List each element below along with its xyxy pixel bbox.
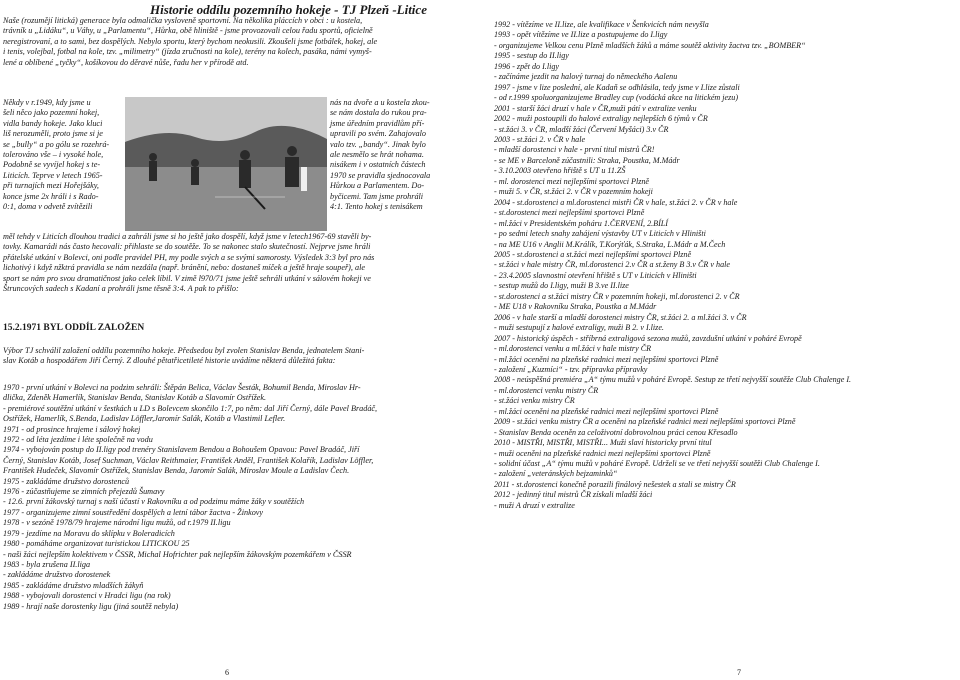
text-line: upravili po svém. Zahajovalo [330,129,426,139]
text-line: byčicemi. Tam jsme prohráli [330,191,424,201]
section-heading: 15.2.1971 BYL ODDÍL ZALOŽEN [3,323,145,333]
text-line: Výbor TJ schválil založení oddílu pozemního hokeje. Předsedou byl zvolen Stanislav Benda, jednatelem Stani- [3,346,365,355]
text-line: ale nesmělo se hrát nohama. [330,150,424,160]
timeline-item: 2010 - MISTŘI, MISTŘI, MISTŘI... Muži slaví historicky první titul [494,438,712,448]
timeline-item: 1993 - opět vítězíme ve II.lize a postupujeme do I.ligy [494,30,668,40]
text-line: jsme úředním pravidlům pří- [330,118,425,128]
text-line: Někdy v r.1949, kdy jsme u [3,98,91,107]
text-line: 1970 se pravidla sjednocovala [330,170,431,180]
timeline-item: - na ME U16 v Anglii M.Králík, T.Korýťák, S.Straka, L.Mádr a M.Čech [494,239,726,249]
timeline-item: 1997 - jsme v lize poslední, ale Kadaň se odhlásila, tedy jsme v I.lize zůstali [494,82,740,92]
page-number-right: 7 [737,668,741,677]
timeline-item: - 23.4.2005 slavnostní otevření hřiště s UT v Liticích v Hliništi [494,270,697,280]
text-line: 4:1. Tento hokej s tenisákem [330,202,423,212]
text-line: trávník u „Lidáku“, u Váhy, u „Parlamentu“, Hůrka, obě hliniště - jsme provozovali celou řadu sportů, oficielně [3,26,373,36]
timeline-item: František Hudeček, Slavomír Ostřížek, Stanislav Benda, Jaromír Salák, Miroslav Moule a Ladislav Čech. [3,466,350,476]
text-line: i tenis, volejbal, fotbal na kole, tzv. „milimetry“ (jízda zručnosti na kole), terény na kolech, pasáka, námi vymyš- [3,47,372,57]
text-line: lené a oblíbené „tyčky“, košíkovou do děravé nůše, řadu her v přírodě atd. [3,57,249,67]
timeline-item: - ml. dorostenci mezi nejlepšími sportovci Plzně [494,176,650,186]
text-line: nás na dvoře a u kostela zkou- [330,98,430,107]
page-number-left: 6 [225,668,229,677]
timeline-item: 2004 - st.dorostenci a ml.dorostenci mistři ČR v hale, st.žáci 2. v ČR v hale [494,197,738,207]
founding-paragraph [3,346,475,367]
timeline-list [3,383,475,612]
intro-paragraph [3,16,475,68]
timeline-item: 1995 - sestup do II.ligy [494,51,569,61]
timeline-item: - začínáme jezdit na halový turnaj do německého Aalenu [494,72,678,82]
timeline-item: 1975 - zakládáme družstvo dorostenců [3,476,130,486]
text-line: se nám dostala do rukou pra- [330,108,427,118]
hockey-photo [125,97,327,231]
text-line: valo tzv. „bandy“. Jinak bylo [330,139,426,149]
timeline-item: - muži 5. v ČR, st.žáci 2. v ČR v pozemním hokeji [494,187,653,197]
timeline-item: - organizujeme Velkou cenu Plzně mladších žáků a máme soutěž aktivity žactva tzv. „BOMBER“ [494,40,806,50]
timeline-item: 1978 - v sezóně 1978/79 hrajeme národní ligu mužů, od r.1979 II.ligu [3,518,231,528]
timeline-item: 2003 - st.žáci 2. v ČR v hale [494,134,586,144]
timeline-item: 1988 - vybojovali dorostenci v Hradci ligu (na rok) [3,591,171,601]
timeline-item: - st.dorostenci a st.žáci mistry ČR v pozemním hokeji, ml.dorostenci 2. v ČR [494,291,740,301]
timeline-item: 2011 - st.dorostenci konečně porazili finálový nešestek a stali se mistry ČR [494,479,736,489]
timeline-item: 2001 - starší žáci druzí v hale v ČR,muži pátí v extralize venku [494,103,697,113]
timeline-item: - ml.žáci oceněni na plzeňské radnici mezi nejlepšími sportovci Plzně [494,406,719,416]
wrap-text-left [3,98,123,212]
timeline-item: - ME U18 v Rakovníku Straka, Poustka a M.Mádr [494,302,657,312]
story-paragraph [3,232,475,294]
timeline-item: - založení „Kuzmíci“ - tzv. přípravka přípravky [494,364,648,374]
text-line: slav Kotáb a hospodářem Jiří Černý. Z dlouhé pětatřicetileté historie uvádíme některá důležitá fakta: [3,356,336,366]
timeline-item: 1972 - od léta jezdíme i léte společně na vodu [3,435,153,445]
timeline-item: 1980 - pomáháme organizovat turistickou LITICKOU 25 [3,539,190,549]
timeline-item: - st.žáci venku mistry ČR [494,396,575,406]
timeline-item: - ml.žáci v Presidentském poháru 1.ČERVENÍ, 2.BÍLÍ [494,218,668,228]
text-line: Naše (rozumějí litická) generace byla odmalička vysloveně sportovní. Na několika pláccích v obci : u kostela, [3,16,363,25]
timeline-item: - od r.1999 spoluorganizujeme Bradley cup (vodácká akce na litickém jezu) [494,93,739,103]
text-line: Podobně se vyvíjel hokej s te- [3,160,101,170]
timeline-item: - Stanislav Benda oceněn za celoživotní dobrovolnou práci cenou Křesadlo [494,427,738,437]
text-line: liš nerozuměli, proto jsme si je [3,129,103,139]
timeline-item: - premiérové soutěžní utkání v šestkách u LD s Bolevcem skončilo 1:7, po něm: dal Jiří Černý, dále Pavel Bradáč, [3,403,378,413]
timeline-item: 1985 - zakládáme družstvo mladších žákyň [3,580,144,590]
timeline-item: - st.dorostenci mezi nejlepšími sportovci Plzně [494,208,645,218]
timeline-item: - 3.10.2003 otevřeno hřiště s UT u 11.ZŠ [494,166,626,176]
text-line: přátelské utkání v Bolevci, oni podle pravidel PH, my podle svých a se svými samorosty. Výsledek 3:3 byl pro nás [3,252,375,262]
text-line: sport se nám pro svou dramatičnost jako celek líbil. V zimě l970/71 jsme ještě sehráli utkání v sálovém hokeji ve [3,273,371,283]
timeline-item: - založení „veteránských bejzaminků“ [494,469,618,479]
timeline-item: 2009 - st.žáci venku mistry ČR a oceněni na plzeňské radnici mezi nejlepšími sportovci Plzně [494,417,796,427]
timeline-item: - ml.dorostenci venku mistry ČR [494,385,599,395]
text-line: šeli něco jako pozemní hokej, [3,108,100,118]
timeline-item: - zakládáme družstvo dorostenek [3,570,111,580]
timeline-item: 2002 - muži postoupili do halové extraligy nejlepších 6 týmů v ČR [494,114,708,124]
timeline-item: - naši žáci nejlepším kolektivem v ČSSR, Michal Hofrichter pak nejlepším žákovským pozemkářem v ČSSR [3,549,352,559]
timeline-item: 1976 - zúčastňujeme se zimních přejezdů Šumavy [3,487,165,497]
timeline-item: - se ME v Barceloně zúčastnili: Straka, Poustka, M.Mádr [494,155,680,165]
timeline-item: 1983 - byla zrušena II.liga [3,559,91,569]
timeline-item: 1989 - hrají naše dorostenky ligu (jiná soutěž nebyla) [3,601,179,611]
timeline-item: 1979 - jezdíme na Moravu do sklípku v Boleradicích [3,528,175,538]
text-line: Liticích. Teprve v letech 1965- [3,170,103,180]
text-line: konce jsme 2x hráli i s Rado- [3,191,99,201]
timeline-item: - po sedmi letech snahy zahájení výstavby UT v Liticích v Hliništi [494,229,706,239]
timeline-item: 2006 - v hale starší a mladší dorostenci mistry ČR, st.žáci 2. a ml.žáci 3. v ČR [494,312,747,322]
timeline-item: 1996 - zpět do I.ligy [494,61,559,71]
timeline-item: 2007 - historický úspěch - stříbrná extraligová sezona mužů, zavzdušní utkání v poháré Evropě [494,333,802,343]
timeline-item: - muži oceněni na plzeňské radnici mezi nejlepšími sportovci Plzně [494,448,711,458]
wrap-text-right [330,98,476,212]
timeline-item: - muži sestupují z halové extraligy, muži B 2. v I.lize. [494,323,664,333]
timeline-item: 2008 - neúspěšná premiéra „A“ týmu mužů v poháré Evropě. Sestup ze třetí nejvyšší soutěže Club Chalenge I. [494,375,852,385]
timeline-item: - muži A druzí v extralize [494,500,575,510]
timeline-item: dlička, Zdeněk Hamerlík, Stanislav Benda, Stanislav Kotáb a Slavomír Ostřížek. [3,393,267,403]
timeline-item: - solidní účast „A“ týmu mužů v poháré Evropě. Udrželi se ve třetí nejvyšší soutěži Club Chalenge I. [494,459,820,469]
page-title: Historie oddílu pozemního hokeje - TJ Plzeň -Litice [150,2,427,17]
timeline-item: - st.žáci v hale mistry ČR, ml.dorostenci 2.v ČR a st.ženy B 3.v ČR v hale [494,260,730,270]
text-line: neregistrovaní, a to sami, bez dospělých. Nebylo sportu, který bychom neokusili. Zkoušeli jsme fotbálek, hokej, ale [3,36,378,46]
text-line: Štruncových sadech s Kadaní a prohráli jsme těsně 3:4. A pak to přišlo: [3,284,239,294]
timeline-item: 1971 - od prosince hrajeme i sálový hokej [3,424,141,434]
text-line: se „bully“ a po gólu se rozehrá- [3,139,110,149]
timeline-item: 2012 - jedinný titul mistrů ČR získali mladší žáci [494,490,653,500]
text-line: Hůrkou a Parlamentem. Do- [330,181,425,191]
text-line: lichotivý i když nžktrá pravidla se nám nezdála (např. bránění, nebo: dostaneš míček a ještě hraje soupeř), ale [3,263,366,273]
text-line: tovky. Kamarádi nás často hecovali: přihlaste se do soutěže. To se nakonec stalo skutečností. Nejprve jsme hráli [3,242,371,252]
timeline-item: Ostřížek, Hamerlík, S.Benda, Ladislav Löffler,Jaromír Salák, Kotáb a Vlastimil Lefler. [3,414,286,424]
text-line: tolerováno vše – i vysoké hole, [3,150,104,160]
timeline-item: - ml.dorostenci venku a ml.žáci v hale mistry ČR [494,344,652,354]
timeline-item: 1977 - organizujeme zimní soustředění dospělých a letní tábor žactva - Žinkovy [3,507,264,517]
timeline-item: - ml.žáci oceněni na plzeňské radnici mezi nejlepšími sportovci Plzně [494,354,719,364]
timeline-item: 1992 - vítězíme ve II.lize, ale kvalifikace v Šenkvicích nám nevyšla [494,20,709,29]
timeline-item: - st.žáci 3. v ČR, mladší žáci (Červení Myšáci) 3.v ČR [494,124,669,134]
timeline-item: 2005 - st.dorostenci a st.žáci mezi nejlepšími sportovci Plzně [494,249,692,259]
text-line: vidla bandy hokeje. Jako kluci [3,118,103,128]
text-line: nisákem i v ostatních částech [330,160,426,170]
timeline-item: - 12.6. první žákovský turnaj s naší účastí v Rakovníku a od podzimu máme žáky v soutěžích [3,497,305,507]
text-line: 0:1, doma v odvetě zvítězili [3,202,93,212]
timeline-item: Černý, Stanislav Kotáb, Josef Suchman, Václav Reithmaier, František Anděl, František Kolařík, Ladislav Löffler, [3,455,374,465]
timeline-list-continued [494,20,954,511]
text-line: při turnajích mezi Hořejšáky, [3,181,99,191]
timeline-item: - mladší dorostenci v hale - první titul mistrů ČR! [494,145,655,155]
timeline-item: - sestup mužů do I.ligy, muži B 3.ve II.lize [494,281,629,291]
text-line: měl tehdy v Liticích dlouhou tradici a zahráli jsme si ho ještě jako dospělí, když jsme v letech1967-69 stavěli by- [3,232,372,241]
right-page [482,0,960,680]
timeline-item: 1974 - vybojován postup do II.ligy pod trenéry Stanislavem Bendou a Bohoušem Opavou: Pavel Bradáč, Jiří [3,445,360,455]
timeline-item: 1970 - první utkání v Bolevci na podzim sehráli: Štěpán Belica, Václav Šesták, Bohumil Benda, Miroslav Hr- [3,383,361,392]
